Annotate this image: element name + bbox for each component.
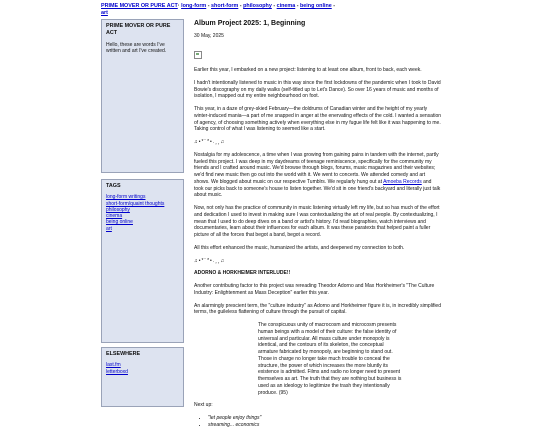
elsewhere-link-letterboxd[interactable]: letterboxd — [106, 368, 128, 375]
paragraph-3: This year, in a daze of grey-skied February—the doldrums of Canadian winter and the height of my yearly winter-induced mania—a part of me snapped in anger at the enervating effects of the cold. I wanted a sensation of agency, of choosing something actively when everything else in my fugue life felt like it was happening to me. Taking control of what I was listening to seemed like a start. — [194, 106, 442, 133]
paragraph-8: An alarmingly prescient term, the "culture industry" as Adorno and Horkheimer figure it is, in incredibly simplified terms, the guileless flattening of culture through the pursuit of capital. — [194, 302, 441, 316]
nav-link-long-form[interactable]: long-form — [181, 3, 207, 9]
tag-link-philosophy[interactable]: philosophy — [106, 206, 130, 213]
paragraph-5: Now, not only has the practice of community in music listening virtually left my life, but so has much of the effort and dedication I used to invest in making sure I was contextualizing the art of real people. By contextualizing, I mean that I used to do deep dives on a band or artist's history. I'd read biographies, watch interviews and documentaries, learn about their influences for each album. It was these paratexts that helped paint a fuller picture of all the forces that begot a band, begot a record. — [194, 205, 440, 239]
list-item: • streaming... economics — [208, 422, 441, 429]
post-date: 30 May, 2025 — [194, 33, 224, 40]
tags-box — [101, 179, 184, 343]
about-title: PRIME MOVER OR PURE ACT — [106, 23, 171, 37]
nav-link-philosophy[interactable]: philosophy — [243, 3, 272, 9]
tag-link-long-form[interactable]: long-form writings — [106, 194, 146, 201]
nav-link-art[interactable]: art — [101, 10, 108, 17]
nav-link-cinema[interactable]: cinema — [276, 3, 296, 9]
post-title: Album Project 2025: 1, Beginning — [194, 20, 306, 27]
next-up-label: Next up: — [194, 402, 213, 409]
broken-image-icon — [194, 51, 202, 59]
tag-link-short-form[interactable]: short-form/quaint thoughts — [106, 200, 165, 207]
separator: · — [177, 3, 180, 9]
nav-link-being-online[interactable]: being online — [300, 3, 332, 9]
tag-link-cinema[interactable]: cinema — [106, 213, 123, 220]
music-note-ornament-2: ♫•*¨*•.¸¸♫ — [194, 257, 226, 264]
paragraph-4-text: Nostalgia for my adolescence, a time when I was growing from gaining pains in tandem with the internet, partly fueled this project. I was deep in my daydreams of teenage reminiscence, specifically for the community my friends and I crafted around music. We'd browse through blogs, forums, music magazines and their websites; we'd find new music then go out into the world with it. We went to concerts. We attended comedy and art shows. We blogged about music on our respective Tumblrs. We regularly hung out at — [194, 151, 439, 185]
amoeba-records-link[interactable]: Amoeba Records — [383, 178, 422, 185]
paragraph-6: All this effort enhanced the music, humanized the artists, and deepened my connection to both. — [194, 244, 405, 251]
section-heading: ADORNO & HORKHEIMER INTERLUDE!! — [194, 270, 291, 277]
paragraph-4 — [194, 152, 441, 199]
elsewhere-title: ELSEWHERE — [106, 351, 141, 357]
tag-link-art[interactable]: art — [106, 225, 112, 232]
elsewhere-box — [101, 347, 184, 407]
tags-title: TAGS — [106, 183, 121, 189]
post-content — [194, 19, 441, 429]
paragraph-1: Earlier this year, I embarked on a new project: listening to at least one album, front to back, each week. — [194, 67, 422, 74]
paragraph-2: I hadn't intentionally listened to music in this way since the first lockdowns of the pandemic when I took to David Bowie's discography on my daily walks (self-titled up to Let's Dance). So over 16 years of music and months of isolation, I mapped out my entire neighbourhood on foot. — [194, 79, 441, 100]
about-text: Hello, these are words I've written and art I've created. — [106, 41, 167, 55]
elsewhere-link-lastfm[interactable]: last.fm — [106, 362, 121, 369]
music-note-ornament: ♫•*¨*•.¸¸♫ — [194, 139, 226, 146]
about-box — [101, 19, 184, 173]
list-item: • "let people enjoy things" — [208, 415, 441, 422]
nav-link-short-form[interactable]: short-form — [211, 3, 239, 9]
tag-link-being-online[interactable]: being online — [106, 219, 133, 226]
next-up-list — [194, 415, 441, 429]
paragraph-7: Another contributing factor to this project was rereading Theodor Adorno and Max Horkheimer's "The Culture Industry: Enlightenment as Mass Deception" earlier this year. — [194, 283, 435, 296]
paragraph-4-rest: and took our picks back to someone's house to listen together. We'd sit in one friend's backyard and literally just talk about music. — [194, 178, 441, 199]
site-header: PRIME MOVER OR PURE ACT· long-form - short-form - philosophy - cinema - being online - art — [101, 3, 336, 17]
block-quote: The conspicuous unity of macrocosm and microcosm presents human beings with a model of their culture: the false identity of universal and particular. All mass culture under monopoly is identical, and the contours of its skeleton, the conceptual armature fabricated by monopoly, are beginning to stand out. Those in charge no longer take much trouble to conceal the structure, the power of which increases the more bluntly its existence is admitted. Films and radio no longer need to present themselves as art. The truth that they are nothing but business is used as an ideology to legitimize the trash they intentionally produce. (95) — [258, 322, 402, 396]
site-title-link[interactable]: PRIME MOVER OR PURE ACT — [101, 3, 178, 9]
